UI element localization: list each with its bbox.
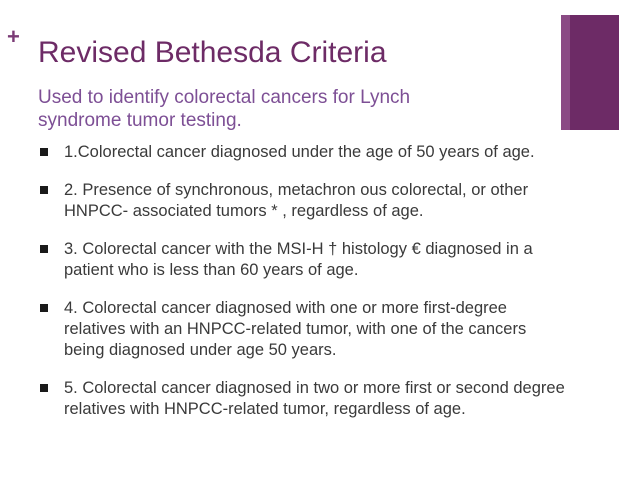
criteria-item-3 <box>38 239 568 281</box>
criteria-item-1 <box>38 142 568 163</box>
criteria-text-4: 4. Colorectal cancer diagnosed with one or more first-degree relatives with an HNPCC-related tumor, with one of the cancers being diagnosed under age 50 years. <box>64 299 527 359</box>
criteria-item-5 <box>38 378 568 420</box>
square-bullet-icon <box>40 304 48 312</box>
criteria-text-5: 5. Colorectal cancer diagnosed in two or more first or second degree relatives with HNPCC-related tumor, regardless of age. <box>64 379 565 418</box>
criteria-text-1: 1.Colorectal cancer diagnosed under the age of 50 years of age. <box>64 143 535 161</box>
slide-title: Revised Bethesda Criteria <box>38 36 387 69</box>
criteria-item-4 <box>38 298 568 361</box>
square-bullet-icon <box>40 384 48 392</box>
square-bullet-icon <box>40 245 48 253</box>
criteria-list <box>38 142 568 437</box>
criteria-item-2 <box>38 180 568 222</box>
slide-subtitle: Used to identify colorectal cancers for Lynch syndrome tumor testing. <box>38 87 411 131</box>
criteria-text-3: 3. Colorectal cancer with the MSI-H † histology € diagnosed in a patient who is less than 60 years of age. <box>64 240 533 279</box>
plus-icon: + <box>7 24 20 49</box>
accent-bar-edge <box>561 15 570 130</box>
criteria-text-2: 2. Presence of synchronous, metachron ous colorectal, or other HNPCC- associated tumors * , regardless of age. <box>64 181 529 220</box>
square-bullet-icon <box>40 186 48 194</box>
accent-bar <box>570 15 619 130</box>
square-bullet-icon <box>40 148 48 156</box>
